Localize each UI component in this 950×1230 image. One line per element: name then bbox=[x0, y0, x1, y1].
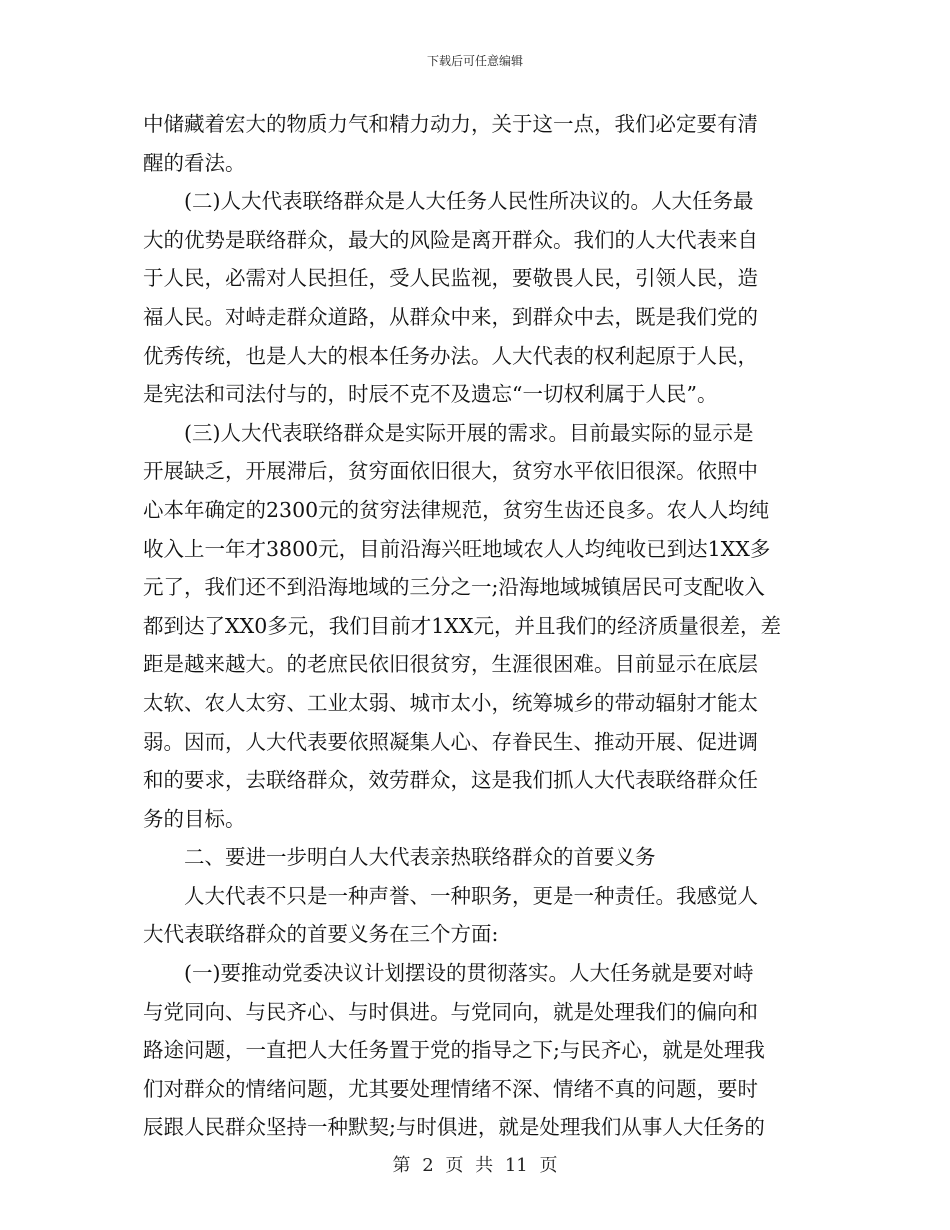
text-line: 太软、农人太穷、工业太弱、城市太小，统筹城乡的带动辐射才能太 bbox=[143, 690, 758, 715]
text-line: 与党同向、与民齐心、与时俱进。与党同向，就是处理我们的偏向和 bbox=[143, 999, 758, 1024]
text-line: 是宪法和司法付与的，时辰不克不及遗忘“一切权利属于人民”。 bbox=[143, 382, 718, 407]
page-header: 下载后可任意编辑 bbox=[426, 54, 523, 68]
text-line: 大代表联络群众的首要义务在三个方面: bbox=[143, 922, 499, 947]
text-line: 中储藏着宏大的物质力气和精力动力，关于这一点，我们必定要有清 bbox=[143, 112, 758, 136]
text-line: 收入上一年才3800元，目前沿海兴旺地域农人人均纯收已到达1XX多 bbox=[143, 536, 771, 561]
text-line: 优秀传统，也是人大的根本任务办法。人大代表的权利起原于人民， bbox=[143, 343, 758, 368]
text-line: 福人民。对峙走群众道路，从群众中来，到群众中去，既是我们党的 bbox=[143, 304, 758, 329]
text-line: 辰跟人民群众坚持一种默契;与时俱进，就是处理我们从事人大任务的 bbox=[143, 1115, 765, 1140]
text-line: 们对群众的情绪问题，尤其要处理情绪不深、情绪不真的问题，要时 bbox=[143, 1076, 758, 1101]
text-line: 和的要求，去联络群众，效劳群众，这是我们抓人大代表联络群众任 bbox=[143, 768, 758, 793]
text-line: 距是越来越大。的老庶民依旧很贫穷，生涯很困难。目前显示在底层 bbox=[143, 652, 758, 677]
text-line: 人大代表不只是一种声誉、一种职务，更是一种责任。我感觉人 bbox=[184, 883, 758, 908]
text-line: (一)要推动党委决议计划摆设的贯彻落实。人大任务就是要对峙 bbox=[184, 961, 754, 986]
text-line: 醒的看法。 bbox=[143, 150, 246, 175]
text-line: 元了，我们还不到沿海地域的三分之一;沿海地域城镇居民可支配收入 bbox=[143, 575, 765, 600]
page-number: 第 2 页 共 11 页 bbox=[392, 1155, 558, 1176]
text-line: 路途问题，一直把人大任务置于党的指导之下;与民齐心，就是处理我 bbox=[143, 1038, 765, 1063]
text-line: 二、要进一步明白人大代表亲热联络群众的首要义务 bbox=[184, 845, 656, 870]
text-line: 大的优势是联络群众，最大的风险是离开群众。我们的人大代表来自 bbox=[143, 227, 758, 252]
text-line: 弱。因而，人大代表要依照凝集人心、存眷民生、推动开展、促进调 bbox=[143, 729, 758, 754]
document-body bbox=[143, 105, 811, 1147]
text-line: 于人民，必需对人民担任，受人民监视，要敬畏人民，引领人民，造 bbox=[143, 266, 758, 291]
text-line: (二)人大代表联络群众是人大任务人民性所决议的。人大任务最 bbox=[184, 189, 754, 214]
text-line: 开展缺乏，开展滞后，贫穷面依旧很大，贫穷水平依旧很深。依照中 bbox=[143, 459, 758, 484]
text-line: 务的目标。 bbox=[143, 806, 246, 831]
text-line: (三)人大代表联络群众是实际开展的需求。目前最实际的显示是 bbox=[184, 420, 754, 445]
text-line: 心本年确定的2300元的贫穷法律规范，贫穷生齿还良多。农人人均纯 bbox=[143, 497, 770, 522]
text-line: 都到达了XX0多元，我们目前才1XX元，并且我们的经济质量很差，差 bbox=[143, 613, 781, 638]
